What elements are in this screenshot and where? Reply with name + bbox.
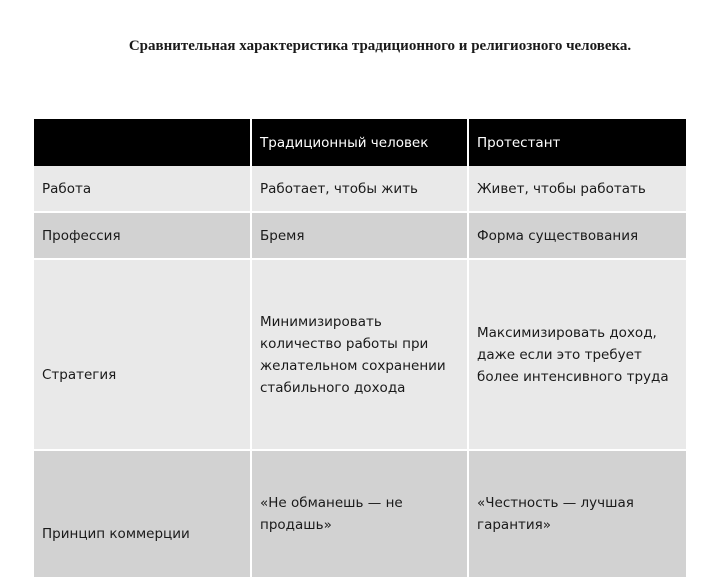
page-title: Сравнительная характеристика традиционного и религиозного человека. (128, 38, 632, 54)
traditional-cell: Бремя (251, 212, 468, 259)
header-traditional: Традиционный человек (251, 119, 468, 166)
traditional-cell: «Не обманешь — не продашь» (251, 450, 468, 578)
table-row (34, 259, 686, 450)
protestant-cell: Форма существования (468, 212, 686, 259)
row-label: Профессия (34, 212, 251, 259)
table-row (34, 166, 686, 212)
table-header-row (34, 119, 686, 166)
row-label: Работа (34, 166, 251, 212)
protestant-cell: «Честность — лучшая гарантия» (468, 450, 686, 578)
row-label: Стратегия (34, 259, 251, 450)
table-row (34, 212, 686, 259)
row-label: Принцип коммерции (34, 450, 251, 578)
header-protestant: Протестант (468, 119, 686, 166)
table-row (34, 450, 686, 578)
protestant-cell: Живет, чтобы работать (468, 166, 686, 212)
protestant-cell: Максимизировать доход, даже если это требует более интенсивного труда (468, 259, 686, 450)
traditional-cell: Работает, чтобы жить (251, 166, 468, 212)
header-empty-cell (34, 119, 251, 166)
comparison-table (34, 119, 686, 579)
traditional-cell: Минимизировать количество работы при желательном сохранении стабильного дохода (251, 259, 468, 450)
